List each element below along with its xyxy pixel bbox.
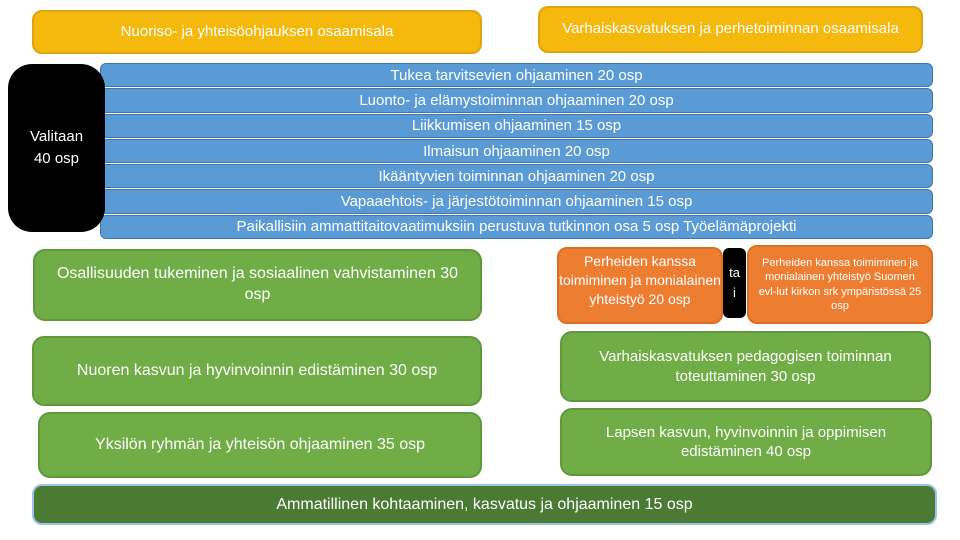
unit-label: Paikallisiin ammattitaitovaatimuksiin perustuva tutkinnon osa 5 osp Työelämäprojekti	[236, 218, 797, 236]
footer-label: Ammatillinen kohtaaminen, kasvatus ja ohjaaminen 15 osp	[276, 495, 693, 513]
competence-area-header-early-childhood	[538, 6, 923, 53]
optional-unit-row	[100, 63, 933, 87]
option-box-perheiden-kanssa-srk-25osp	[747, 245, 933, 324]
choose-40-osp-box	[8, 64, 105, 232]
unit-label: Lapsen kasvun, hyvinvoinnin ja oppimisen edistäminen 40 osp	[605, 423, 887, 460]
or-connector	[723, 248, 746, 318]
or-label: tai	[729, 264, 740, 300]
header-label: Varhaiskasvatuksen ja perhetoiminnan osaamisala	[562, 20, 899, 38]
optional-unit-row	[100, 88, 933, 112]
choose-label-line2: 40 osp	[33, 150, 80, 167]
choose-label-line1: Valitaan	[29, 128, 84, 146]
option-label: Perheiden kanssa toimiminen ja monialainen yhteistyö Suomen evl-lut kirkon srk ympäristössä 25 osp	[758, 256, 922, 312]
unit-label: Osallisuuden tukeminen ja sosiaalinen vahvistaminen 30 osp	[56, 265, 459, 303]
unit-label: Liikkumisen ohjaaminen 15 osp	[411, 117, 622, 135]
unit-label: Yksilön ryhmän ja yhteisön ohjaaminen 35 osp	[95, 435, 425, 453]
optional-unit-row	[100, 215, 933, 239]
unit-label: Varhaiskasvatuksen pedagogisen toiminnan toteuttaminen 30 osp	[599, 348, 892, 385]
unit-label: Luonto- ja elämystoiminnan ohjaaminen 20 osp	[359, 91, 674, 109]
option-box-perheiden-kanssa-20osp	[557, 247, 723, 324]
optional-unit-row	[100, 114, 933, 138]
optional-units-stack	[100, 63, 933, 239]
unit-box-lapsen-kasvu	[560, 408, 932, 476]
common-unit-footer-bar	[32, 484, 937, 525]
optional-unit-row	[100, 189, 933, 213]
unit-box-varhaiskasvatuksen-pedagogiikka	[560, 331, 931, 402]
unit-box-osallisuuden-tukeminen	[33, 249, 482, 321]
unit-label: Ilmaisun ohjaaminen 20 osp	[423, 142, 610, 160]
optional-unit-row	[100, 139, 933, 163]
competence-area-header-youth	[32, 10, 482, 54]
option-label: Perheiden kanssa toimiminen ja monialainen yhteistyö 20 osp	[559, 253, 721, 307]
unit-label: Vapaaehtois- ja järjestötoiminnan ohjaaminen 15 osp	[340, 193, 693, 211]
unit-label: Tukea tarvitsevien ohjaaminen 20 osp	[390, 66, 643, 84]
optional-unit-row	[100, 164, 933, 188]
unit-box-yksilon-ryhman-ohjaaminen	[38, 412, 482, 478]
unit-box-nuoren-kasvu	[32, 336, 482, 406]
header-label: Nuoriso- ja yhteisöohjauksen osaamisala	[120, 22, 394, 40]
unit-label: Ikääntyvien toiminnan ohjaaminen 20 osp	[378, 167, 655, 185]
unit-label: Nuoren kasvun ja hyvinvoinnin edistäminen 30 osp	[76, 361, 438, 379]
